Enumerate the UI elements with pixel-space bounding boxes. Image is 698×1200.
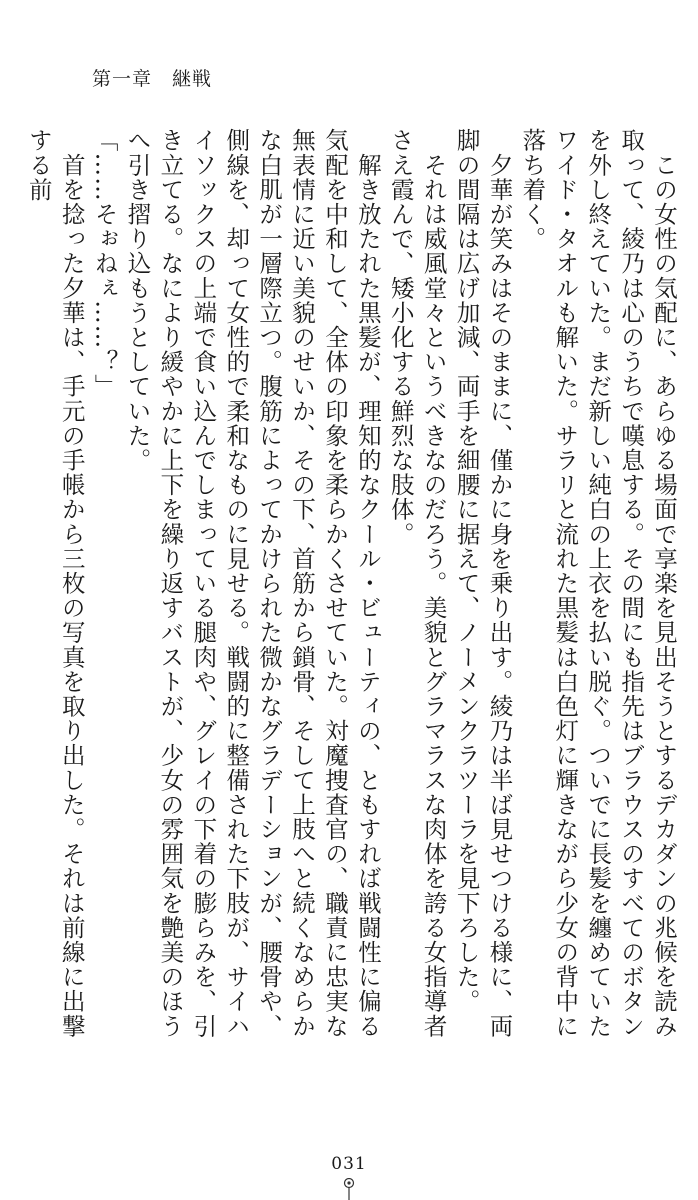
page-number: 031 — [331, 1154, 367, 1174]
paragraph: 夕華が笑みはそのままに、僅かに身を乗り出す。綾乃は半ば見せつける様に、両脚の間隔は広げ加減、両手を細腰に据えて、ノーメンクラツーラを見下ろした。 — [452, 128, 514, 1039]
paragraph: それは威風堂々というべきなのだろう。美貌とグラマラスな肉体を誇る女指導者さえ霞んで、矮小化する鮮烈な肢体。 — [386, 128, 448, 1039]
paragraph: この女性の気配に、あらゆる場面で享楽を見出そうとするデカダンの兆候を読み取って、綾乃は心のうちで嘆息する。その間にも指先はブラウスのすべてのボタンを外し終えていた。まだ新しい純白の上衣を払い脱ぐ。ついでに長髪を纏めていたワイド・タオルも解いた。サラリと流れた黒髪は白色灯に輝きながら少女の背中に落ち着く。 — [518, 128, 678, 1039]
body-text — [24, 128, 680, 1046]
page-ornament-icon — [343, 1178, 355, 1200]
dialogue-line: 「……そぉねぇ……？」 — [90, 128, 119, 399]
paragraph: 首を捻った夕華は、手元の手帳から三枚の写真を取り出した。それは前線に出撃する前 — [24, 128, 86, 1039]
paragraph: 解き放たれた黒髪が、理知的なクール・ビューティの、ともすれば戦闘性に偏る気配を中和して、全体の印象を柔らかくさせていた。対魔捜査官の、職責に忠実な無表情に近い美貌のせいか、その下、首筋から鎖骨、そして上肢へと続くなめらかな白肌が一層際立つ。腹筋によってかけられた微かなグラデーションが、腰骨や、側線を、却って女性的で柔和なものに見せる。戦闘的に整備された下肢が、サイハイソックスの上端で食い込んでしまっている腿肉や、グレイの下着の膨らみを、引き立てる。なにより緩やかに上下を繰り返すバストが、少女の雰囲気を艶美のほうへ引き摺り込もうとしていた。 — [123, 128, 382, 1039]
running-head: 第一章 継戦 — [92, 68, 213, 90]
